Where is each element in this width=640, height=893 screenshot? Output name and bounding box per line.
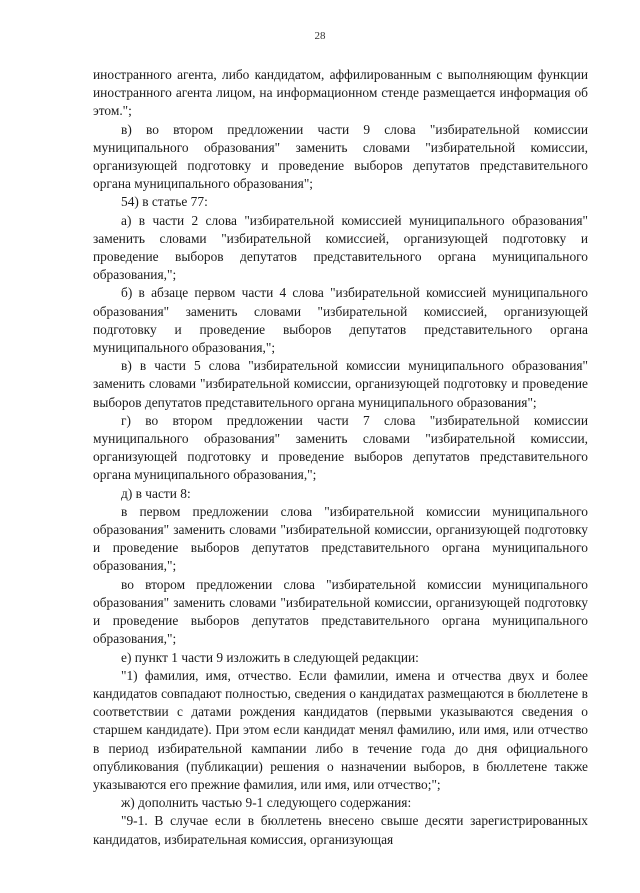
paragraph: ж) дополнить частью 9-1 следующего содержания: [121,795,412,811]
paragraph: "1) фамилия, имя, отчество. Если фамилии, имена и отчества двух и более кандидатов совпадают полностью, сведения о кандидатах размещаются в бюллетене в соответствии с датами рождения кандидатов (первыми указываются сведения о старшем кандидате). При этом если кандидат менял фамилию, или имя, или отчество в период избирательной кампании либо в течение года до дня официального опубликования (публикации) решения о назначении выборов, в бюллетене также указываются его прежние фамилия, или имя, или отчество;"; [93,667,588,792]
paragraph: б) в абзаце первом части 4 слова "избирательной комиссией муниципального образования" заменить словами "избирательной комиссией, организующей подготовку и проведение выборов депутатов представительного органа муниципального образования,"; [93,285,588,356]
paragraph: в) во втором предложении части 9 слова "избирательной комиссии муниципального образования" заменить словами "избирательной комиссии, организующей подготовку и проведение выборов депутатов представительного органа муниципального образования"; [93,121,588,192]
paragraph: "9-1. В случае если в бюллетень внесено свыше десяти зарегистрированных кандидатов, избирательная комиссия, организующая [93,813,588,847]
paragraph: д) в части 8: [121,485,191,501]
paragraph: в первом предложении слова "избирательной комиссии муниципального образования" заменить словами "избирательной комиссии, организующей подготовку и проведение выборов депутатов представительного органа муниципального образования,"; [93,503,588,574]
paragraph: в) в части 5 слова "избирательной комиссии муниципального образования" заменить словами "избирательной комиссии, организующей подготовку и проведение выборов депутатов представительного органа муниципального образования"; [93,358,588,410]
paragraph: во втором предложении слова "избирательной комиссии муниципального образования" заменить словами "избирательной комиссии, организующей подготовку и проведение выборов депутатов представительного органа муниципального образования,"; [93,576,588,647]
paragraph: иностранного агента, либо кандидатом, аффилированным с выполняющим функции иностранного агента лицом, на информационном стенде размещается информация об этом."; [93,67,588,119]
paragraph: е) пункт 1 части 9 изложить в следующей редакции: [121,649,419,665]
paragraph: г) во втором предложении части 7 слова "избирательной комиссии муниципального образования" заменить словами "избирательной комиссии, организующей подготовку и проведение выборов депутатов представительного органа муниципального образования,"; [93,412,588,483]
paragraph: а) в части 2 слова "избирательной комиссией муниципального образования" заменить словами "избирательной комиссией, организующей подготовку и проведение выборов депутатов представительного органа муниципального образования,"; [93,212,588,283]
document-body [93,66,588,849]
page-number: 28 [314,30,326,42]
paragraph: 54) в статье 77: [121,194,208,210]
